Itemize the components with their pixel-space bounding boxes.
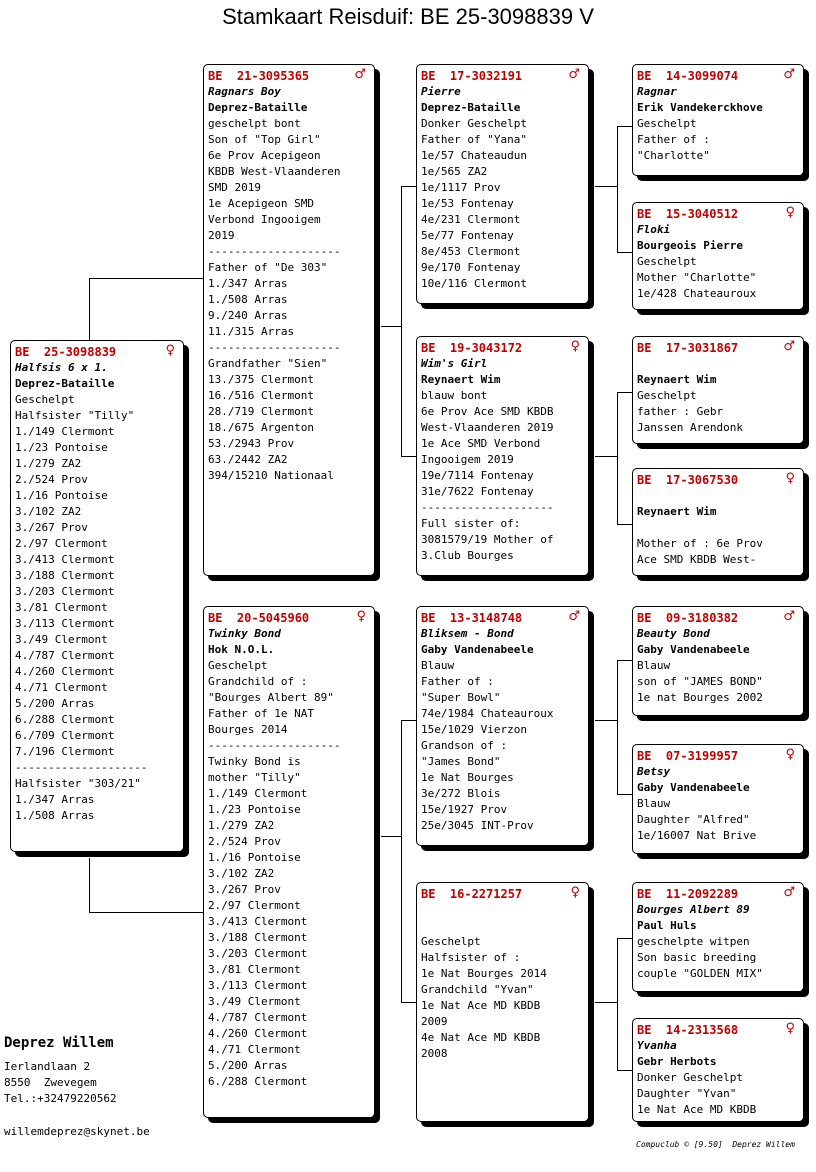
pedigree-line: 3./267 Prov [15,521,88,534]
pigeon-card-fmm[interactable] [632,468,804,576]
pedigree-line: "Bourges Albert 89" [208,691,334,704]
pedigree-line: 6./288 Clermont [15,713,115,726]
breeder-name: Reynaert Wim [637,373,717,386]
pedigree-line: 1./279 ZA2 [15,457,82,470]
pedigree-line: 6e Prov Ace SMD KBDB [421,405,554,418]
connector-line [617,794,633,795]
pigeon-name: Bliksem - Bond [421,627,514,640]
connector-line [401,456,417,457]
connector-line [381,326,401,327]
pigeon-name [637,356,799,372]
pedigree-line: 3./113 Clermont [15,617,115,630]
pedigree-line: "Charlotte" [637,149,710,162]
pigeon-name [637,488,799,504]
breeder-name: Deprez-Bataille [15,377,115,390]
pedigree-line: Son basic breeding [637,951,757,964]
ring-number: BE 17-3032191 [421,69,523,83]
pedigree-line: 1e Nat Bourges [421,771,514,784]
pedigree-line: Father of "Yana" [421,133,527,146]
pedigree-line: 2./97 Clermont [15,537,108,550]
pedigree-line: 394/15210 Nationaal [208,469,334,482]
breeder-name: Bourgeois Pierre [637,239,743,252]
pedigree-line: 10e/116 Clermont [421,277,527,290]
female-icon: ♀ [570,885,580,900]
pedigree-line: 1e Nat Ace MD KBDB [637,1103,757,1116]
connector-line [617,252,633,253]
female-icon: ♀ [785,471,795,486]
pedigree-line: blauw bont [421,389,488,402]
pedigree-line: Grandchild of : [208,675,308,688]
pedigree-line: 8e/453 Clermont [421,245,521,258]
pedigree-line: Bourges 2014 [208,723,288,736]
pedigree-line: 18./675 Argenton [208,421,314,434]
female-icon: ♀ [165,343,175,358]
pigeon-name: Ragnars Boy [208,85,281,98]
pedigree-line: 11./315 Arras [208,325,295,338]
ring-number: BE 15-3040512 [637,207,739,221]
pedigree-line: Geschelpt [15,393,75,406]
ring-number: BE 07-3199957 [637,749,739,763]
pedigree-line: 6./288 Clermont [208,1075,308,1088]
pedigree-line: 3./188 Clermont [15,569,115,582]
pigeon-name: Yvanha [637,1039,677,1052]
pedigree-line: 1e Acepigeon SMD [208,197,314,210]
pedigree-line: 3./413 Clermont [208,915,308,928]
pedigree-line: 5./200 Arras [208,1059,288,1072]
pedigree-line: 4./260 Clermont [208,1027,308,1040]
pedigree-line: Ingooigem 2019 [421,453,514,466]
pedigree-line: Grandson of : [421,739,508,752]
owner-email: willemdeprez@skynet.be [4,1125,150,1138]
pedigree-line: 1e Nat Ace MD KBDB [421,999,541,1012]
pigeon-card-fmf[interactable] [632,336,804,444]
pedigree-line: 53./2943 Prov [208,437,295,450]
pedigree-line: 7./196 Clermont [15,745,115,758]
pedigree-line: 1./23 Pontoise [15,441,108,454]
pedigree-line: 2008 [421,1047,448,1060]
pedigree-line: father : Gebr [637,405,724,418]
pigeon-name: Ragnar [637,85,677,98]
male-icon: ♂ [783,885,795,900]
pedigree-line: 3./49 Clermont [208,995,301,1008]
pedigree-line: Janssen Arendonk [637,421,743,434]
pedigree-line: SMD 2019 [208,181,261,194]
pedigree-line: 3./81 Clermont [15,601,108,614]
pedigree-line: 2./524 Prov [15,473,88,486]
pedigree-line: 13./375 Clermont [208,373,314,386]
pedigree-line: 2019 [208,229,235,242]
pedigree-line: -------------------- [15,761,148,774]
female-icon: ♀ [785,747,795,762]
pigeon-card-mother[interactable] [203,606,375,1118]
connector-line [89,278,90,341]
female-icon: ♀ [570,339,580,354]
page-title: Stamkaart Reisduif: BE 25-3098839 V [222,4,594,29]
pedigree-line: 1e nat Bourges 2002 [637,691,763,704]
pedigree-line: 1./149 Clermont [15,425,115,438]
connector-line [401,186,402,456]
pedigree-line: Geschelpt [637,255,697,268]
pedigree-line: 1e/53 Fontenay [421,197,514,210]
pedigree-line: 3./81 Clermont [208,963,301,976]
footer-credit: Compuclub © [9.50] Deprez Willem [636,1140,795,1149]
pedigree-line: 2009 [421,1015,448,1028]
pigeon-name: Betsy [637,765,671,778]
pedigree-line: 3.Club Bourges [421,549,514,562]
pedigree-line: Donker Geschelpt [637,1071,743,1084]
ring-number: BE 13-3148748 [421,611,523,625]
pedigree-line: 3./413 Clermont [15,553,115,566]
pigeon-name: Floki [637,223,671,236]
pedigree-line: 2./524 Prov [208,835,281,848]
pedigree-line: 74e/1984 Chateauroux [421,707,554,720]
female-icon: ♀ [356,609,366,624]
pedigree-line: Halfsister of : [421,951,521,964]
pedigree-line: 3./113 Clermont [208,979,308,992]
connector-line [617,938,618,1070]
pedigree-line: 3./188 Clermont [208,931,308,944]
pedigree-line: Verbond Ingooigem [208,213,321,226]
pedigree-line: 2./97 Clermont [208,899,301,912]
ring-number: BE 16-2271257 [421,887,523,901]
connector-line [401,186,417,187]
pedigree-line: 1e/57 Chateaudun [421,149,527,162]
connector-line [381,836,401,837]
pigeon-card-ffm[interactable] [632,202,804,310]
pedigree-line: 4./71 Clermont [208,1043,301,1056]
pedigree-line: 1./23 Pontoise [208,803,301,816]
breeder-name: Gebr Herbots [637,1055,717,1068]
pedigree-line: Grandfather "Sien" [208,357,328,370]
pedigree-line: 15e/1029 Vierzon [421,723,527,736]
pedigree-line: Full sister of: [421,517,521,530]
pedigree-line: Geschelpt [637,117,697,130]
pedigree-line: 3./267 Prov [208,883,281,896]
connector-line [617,392,633,393]
pedigree-line: Blauw [421,659,455,672]
ring-number: BE 14-2313568 [637,1023,739,1037]
pedigree-line: 3e/272 Blois [421,787,501,800]
pedigree-line: Geschelpt [421,935,481,948]
ring-number: BE 09-3180382 [637,611,739,625]
pedigree-line: Son of "Top Girl" [208,133,321,146]
ring-number: BE 19-3043172 [421,341,523,355]
pigeon-name: Halfsis 6 x 1. [15,361,108,374]
pedigree-line: West-Vlaanderen 2019 [421,421,554,434]
pedigree-line: 3./49 Clermont [15,633,108,646]
owner-street: Ierlandlaan 2 [4,1060,91,1073]
pedigree-line: Ace SMD KBDB West- [637,553,757,566]
pigeon-name: Bourges Albert 89 [637,903,750,916]
pedigree-line: Father of : [421,675,494,688]
ring-number: BE 14-3099074 [637,69,739,83]
pigeon-card-fff[interactable] [632,64,804,176]
connector-line [401,720,402,1002]
connector-line [617,126,633,127]
connector-line [89,912,204,913]
pedigree-line: 1./279 ZA2 [208,819,275,832]
breeder-name: Hok N.O.L. [208,643,275,656]
pigeon-name: Beauty Bond [637,627,710,640]
pedigree-line: 9./240 Arras [208,309,288,322]
owner-phone: Tel.:+32479220562 [4,1092,117,1105]
pedigree-line: 3./203 Clermont [208,947,308,960]
pedigree-line: "James Bond" [421,755,501,768]
pedigree-line: 16./516 Clermont [208,389,314,402]
pedigree-line: 28./719 Clermont [208,405,314,418]
male-icon: ♂ [783,339,795,354]
male-icon: ♂ [783,609,795,624]
male-icon: ♂ [354,67,366,82]
pigeon-card-mfm[interactable] [632,744,804,854]
pedigree-line: 4e Nat Ace MD KBDB [421,1031,541,1044]
pedigree-line: KBDB West-Vlaanderen [208,165,341,178]
pedigree-line: 63./2442 ZA2 [208,453,288,466]
owner-name: Deprez Willem [4,1035,114,1051]
pedigree-line: 3./102 ZA2 [208,867,275,880]
pigeon-card-ff[interactable] [416,64,589,304]
pigeon-card-subject[interactable] [10,340,184,852]
pedigree-line: 1./16 Pontoise [208,851,301,864]
pigeon-card-mf[interactable] [416,606,589,846]
pigeon-card-mmm[interactable] [632,1018,804,1122]
pedigree-line: 1./508 Arras [208,293,288,306]
connector-line [617,126,618,252]
pedigree-line: Daughter "Alfred" [637,813,750,826]
connector-line [617,392,618,524]
breeder-name: Gaby Vandenabeele [421,643,534,656]
pedigree-line: -------------------- [208,739,341,752]
pedigree-line: 25e/3045 INT-Prov [421,819,534,832]
breeder-name: Deprez-Bataille [208,101,308,114]
pedigree-line: Mother of : 6e Prov [637,537,763,550]
breeder-name: Reynaert Wim [637,505,717,518]
connector-line [595,186,617,187]
connector-line [595,456,617,457]
pigeon-card-mff[interactable] [632,606,804,716]
connector-line [595,1002,617,1003]
pedigree-line: 4./787 Clermont [15,649,115,662]
pedigree-line: 19e/7114 Fontenay [421,469,534,482]
pedigree-line: 6e Prov Acepigeon [208,149,321,162]
pedigree-line: Father of 1e NAT [208,707,314,720]
pedigree-line: 3081579/19 Mother of [421,533,554,546]
pedigree-line: "Super Bowl" [421,691,501,704]
pedigree-line: 6./709 Clermont [15,729,115,742]
pedigree-line: 1./508 Arras [15,809,95,822]
pedigree-line: 5./200 Arras [15,697,95,710]
male-icon: ♂ [783,67,795,82]
connector-line [89,858,90,912]
connector-line [401,720,417,721]
pigeon-name: Wim's Girl [421,357,488,370]
connector-line [595,720,617,721]
pedigree-line: 1e/1117 Prov [421,181,501,194]
connector-line [89,278,204,279]
pedigree-line [637,520,799,536]
pedigree-line: Twinky Bond is [208,755,301,768]
pedigree-line: -------------------- [208,245,341,258]
ring-number: BE 20-5045960 [208,611,310,625]
pedigree-line: Father of : [637,133,710,146]
ring-number: BE 17-3067530 [637,473,739,487]
ring-number: BE 11-2092289 [637,887,739,901]
female-icon: ♀ [785,1021,795,1036]
pedigree-line: 1./347 Arras [208,277,288,290]
pedigree-line: Donker Geschelpt [421,117,527,130]
pigeon-card-mm[interactable] [416,882,589,1122]
pedigree-line: 4./787 Clermont [208,1011,308,1024]
pigeon-card-fm[interactable] [416,336,589,576]
pedigree-line: 1e Nat Bourges 2014 [421,967,547,980]
connector-line [617,938,633,939]
pigeon-card-mmf[interactable] [632,882,804,992]
pedigree-line: Geschelpt [208,659,268,672]
breeder-name: Gaby Vandenabeele [637,643,750,656]
pedigree-line: Blauw [637,797,671,810]
pigeon-name [421,902,584,918]
connector-line [617,660,618,794]
pedigree-line: mother "Tilly" [208,771,301,784]
pedigree-line: 1e/16007 Nat Brive [637,829,757,842]
pedigree-line: geschelpt bont [208,117,301,130]
pedigree-line: 3./102 ZA2 [15,505,82,518]
owner-city: 8550 Zwevegem [4,1076,97,1089]
pedigree-line: Blauw [637,659,671,672]
pedigree-line: 15e/1927 Prov [421,803,508,816]
pedigree-line: geschelpte witpen [637,935,750,948]
pedigree-line: -------------------- [208,341,341,354]
pedigree-line: 9e/170 Fontenay [421,261,521,274]
pedigree-line: 4./71 Clermont [15,681,108,694]
pigeon-name: Pierre [421,85,461,98]
pedigree-line: 3./203 Clermont [15,585,115,598]
male-icon: ♂ [568,67,580,82]
connector-line [617,1070,633,1071]
pedigree-line: 4e/231 Clermont [421,213,521,226]
pedigree-line: couple "GOLDEN MIX" [637,967,763,980]
pedigree-line: -------------------- [421,501,554,514]
connector-line [401,1002,417,1003]
pigeon-card-father[interactable] [203,64,375,576]
breeder-name: Erik Vandekerckhove [637,101,763,114]
pedigree-line: Halfsister "Tilly" [15,409,135,422]
pedigree-line: 1./347 Arras [15,793,95,806]
pedigree-line: 1./149 Clermont [208,787,308,800]
pedigree-line: Daughter "Yvan" [637,1087,737,1100]
ring-number: BE 21-3095365 [208,69,310,83]
pedigree-line: Halfsister "303/21" [15,777,141,790]
pedigree-line: 1e/565 ZA2 [421,165,488,178]
breeder-name: Gaby Vandenabeele [637,781,750,794]
breeder-name [421,918,584,934]
pedigree-line: son of "JAMES BOND" [637,675,763,688]
pigeon-name: Twinky Bond [208,627,281,640]
pedigree-line: Grandchild "Yvan" [421,983,534,996]
pedigree-line: 1./16 Pontoise [15,489,108,502]
breeder-name: Reynaert Wim [421,373,501,386]
ring-number: BE 25-3098839 [15,345,117,359]
male-icon: ♂ [568,609,580,624]
breeder-name: Paul Huls [637,919,697,932]
pedigree-line: Mother "Charlotte" [637,271,757,284]
connector-line [617,524,633,525]
pedigree-line: 4./260 Clermont [15,665,115,678]
pedigree-line: 1e/428 Chateauroux [637,287,757,300]
pedigree-line: Father of "De 303" [208,261,328,274]
pedigree-line: 5e/77 Fontenay [421,229,514,242]
pedigree-line: 1e Ace SMD Verbond [421,437,541,450]
pedigree-line: 31e/7622 Fontenay [421,485,534,498]
ring-number: BE 17-3031867 [637,341,739,355]
breeder-name: Deprez-Bataille [421,101,521,114]
pedigree-line: Geschelpt [637,389,697,402]
connector-line [617,660,633,661]
female-icon: ♀ [785,205,795,220]
